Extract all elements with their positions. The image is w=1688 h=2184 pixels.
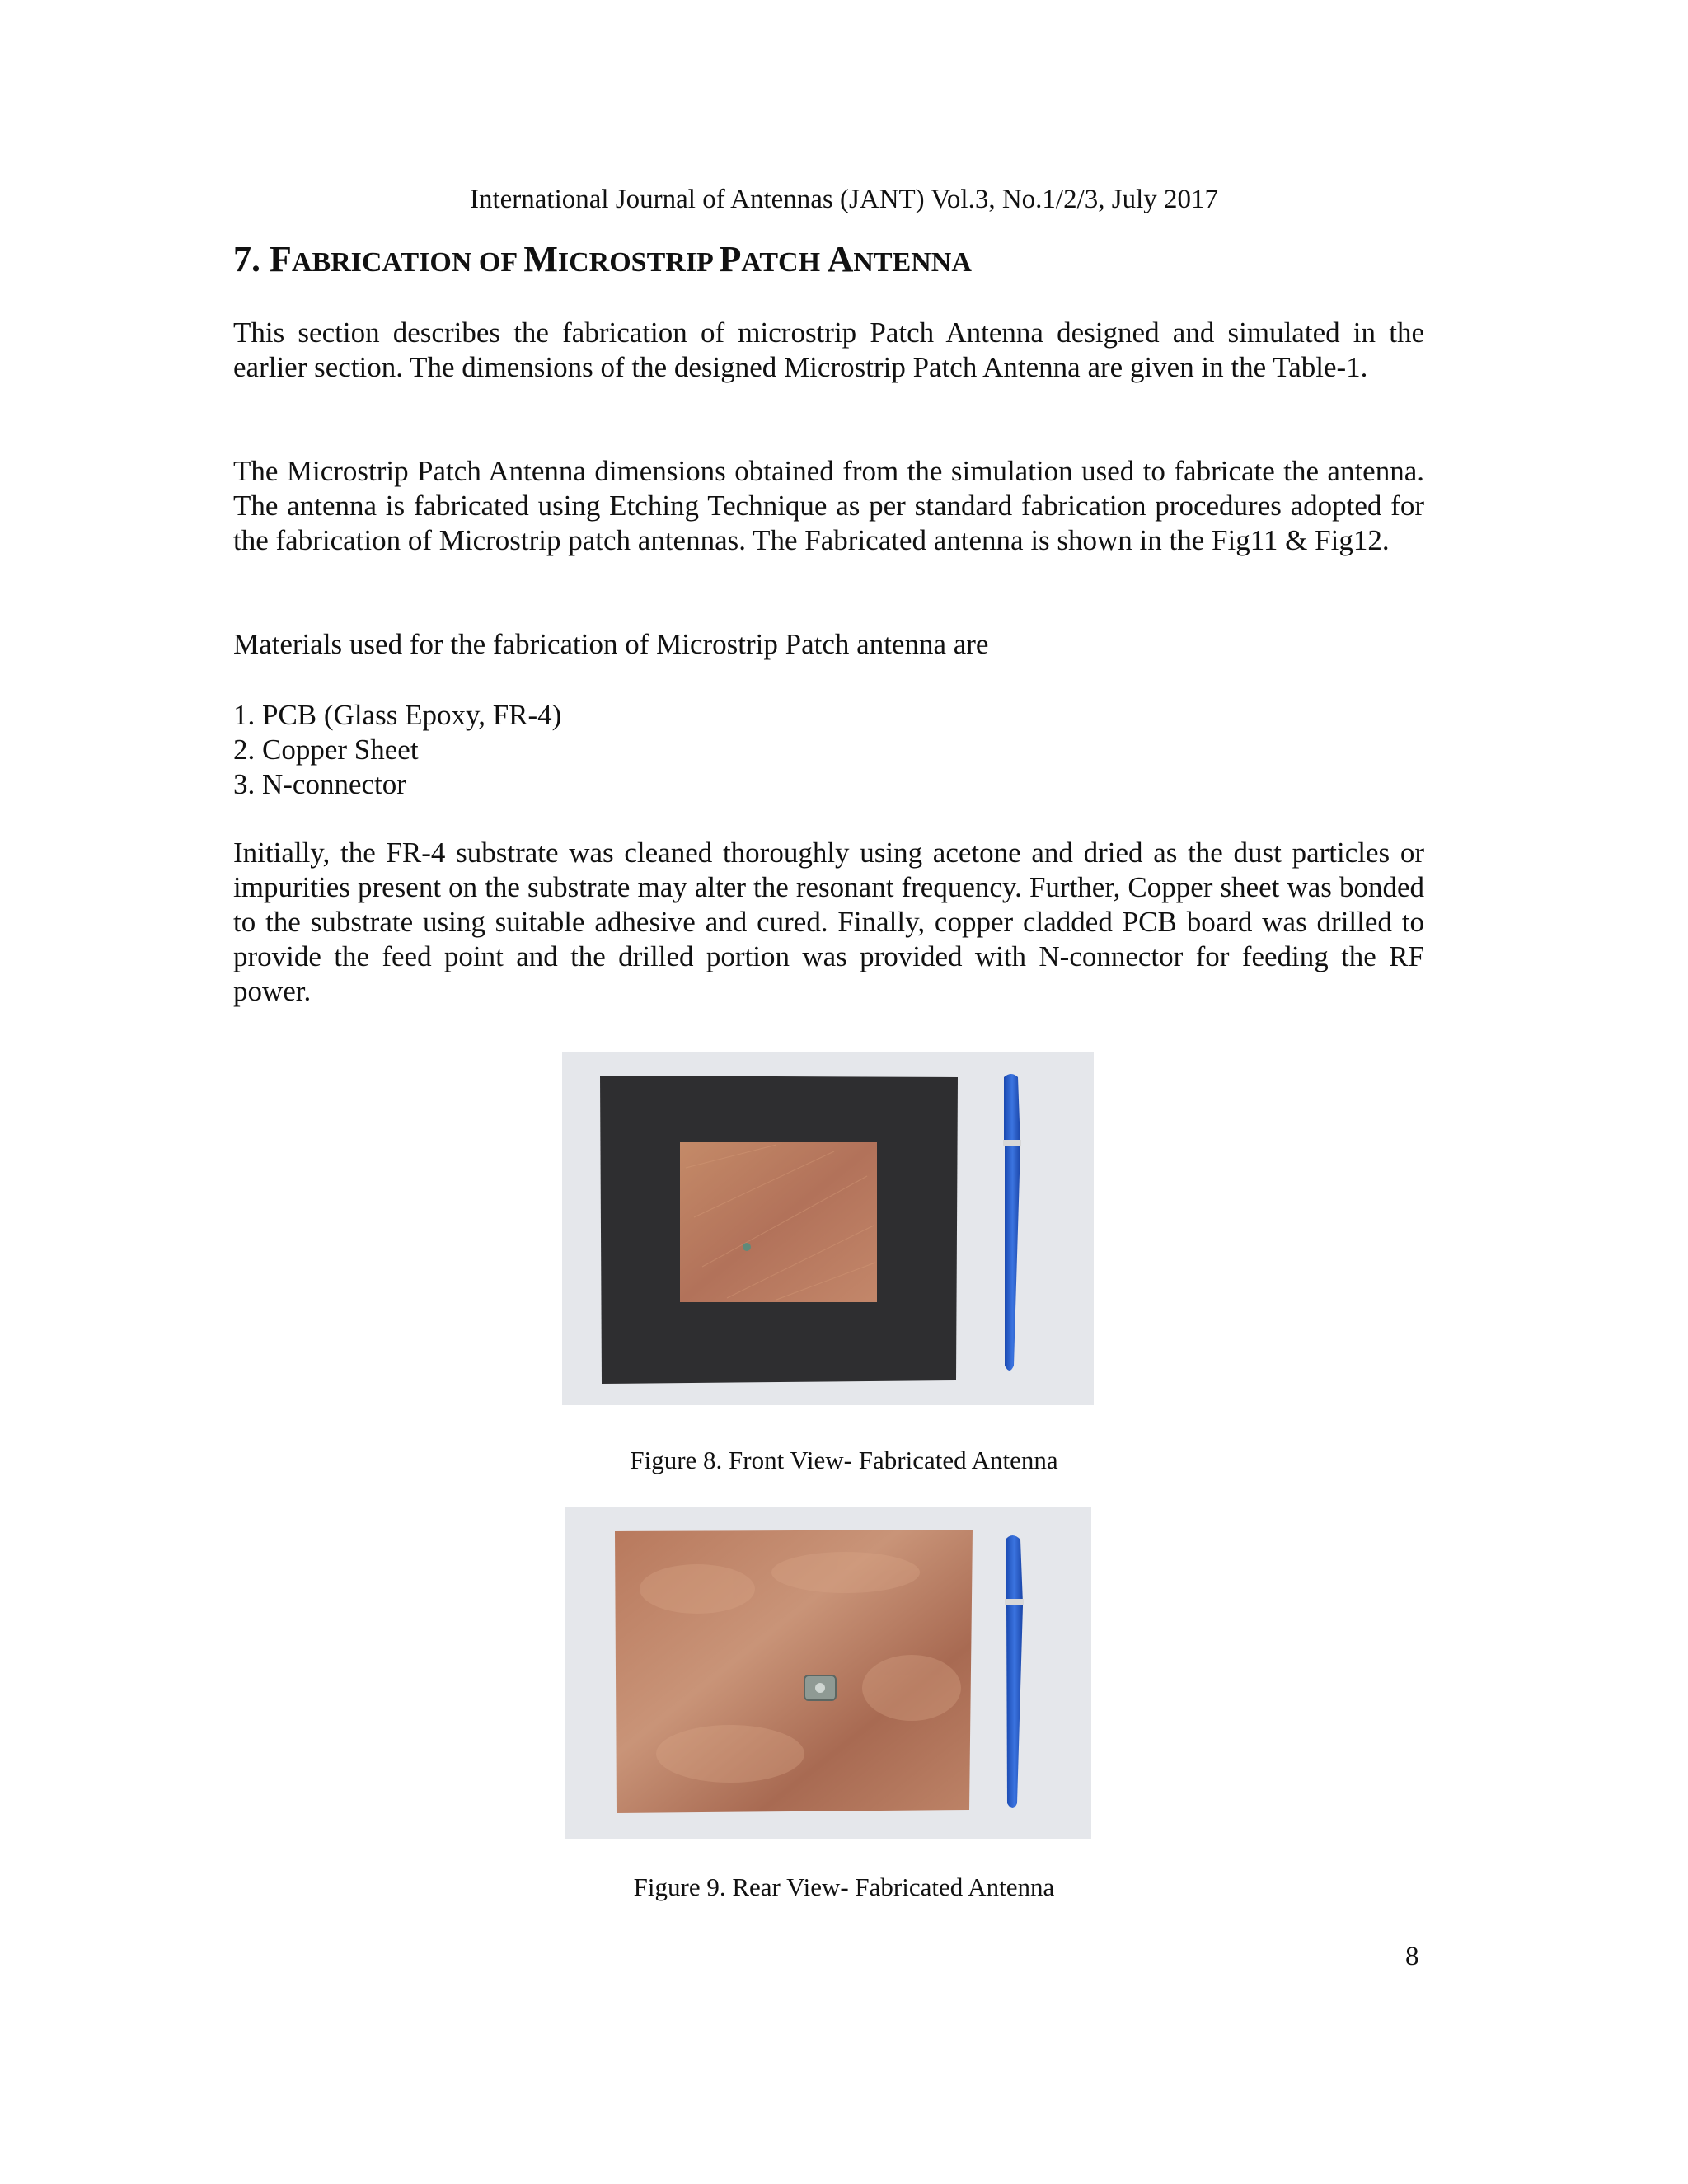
section-number: 7. xyxy=(233,239,260,279)
paragraph-dimensions: The Microstrip Patch Antenna dimensions obtained from the simulation used to fabricate the antenna. The antenna is fabricated using Etching Technique as per standard fabrication procedures adopted for the fabrication of Microstrip patch antennas. The Fabricated antenna is shown in the Fig11 & Fig12. xyxy=(233,455,1424,556)
copper-patch xyxy=(680,1142,877,1302)
paragraph-process: Initially, the FR-4 substrate was cleaned thoroughly using acetone and dried as the dust particles or impurities present on the substrate may alter the resonant frequency. Further, Copper sheet was bonded to the substrate using suitable adhesive and cured. Finally, copper cladded PCB board was drilled to provide the feed point and the drilled portion was provided with N-connector for feeding the RF power. xyxy=(233,837,1424,1007)
rear-view-illustration xyxy=(565,1507,1091,1839)
figure-rear-view-photo xyxy=(565,1507,1091,1839)
list-item: 2. Copper Sheet xyxy=(233,733,419,766)
section-title xyxy=(233,237,972,286)
list-item: 3. N-connector xyxy=(233,768,406,800)
section-title-text: FABRICATION OF MICROSTRIP PATCH ANTENNA xyxy=(270,239,972,279)
feed-point xyxy=(743,1243,751,1251)
figure-9-caption: Figure 9. Rear View- Fabricated Antenna xyxy=(633,1872,1055,1901)
running-header: International Journal of Antennas (JANT) Vol.3, No.1/2/3, July 2017 xyxy=(469,185,1218,214)
list-item: 1. PCB (Glass Epoxy, FR-4) xyxy=(233,699,562,731)
front-view-illustration xyxy=(562,1052,1094,1405)
page-number: 8 xyxy=(1405,1942,1419,1971)
figure-front-view-photo xyxy=(562,1052,1094,1405)
materials-list xyxy=(233,698,561,802)
figure-8-caption: Figure 8. Front View- Fabricated Antenna xyxy=(630,1446,1058,1474)
paragraph-materials-intro: Materials used for the fabrication of Microstrip Patch antenna are xyxy=(233,628,989,660)
paragraph-intro: This section describes the fabrication of microstrip Patch Antenna designed and simulated in the earlier section. The dimensions of the designed Microstrip Patch Antenna are given in the Table-1. xyxy=(233,316,1424,383)
